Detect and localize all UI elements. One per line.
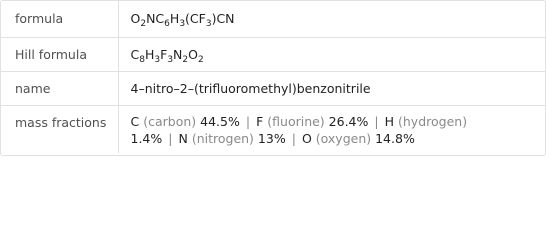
name-label: name xyxy=(1,71,118,105)
hill-formula-label: Hill formula xyxy=(1,37,118,71)
fraction-separator: | xyxy=(245,113,251,129)
fraction-carbon: C (carbon) 44.5% xyxy=(130,113,240,129)
row-name xyxy=(1,71,545,105)
formula-value: $O_2NC_6H_3(CF_3)CN$ xyxy=(130,11,235,30)
fraction-hydrogen: H (hydrogen) 1.4% xyxy=(130,113,468,146)
fraction-separator: | xyxy=(374,113,379,129)
properties-table xyxy=(1,1,545,153)
fraction-nitrogen: N (nitrogen) 13% xyxy=(178,130,286,146)
fraction-fluorine: F (fluorine) 26.4% xyxy=(256,113,369,129)
row-mass-fractions xyxy=(1,105,545,153)
row-formula xyxy=(1,1,545,37)
hill-formula-value: $C_8H_3F_3N_2O_2$ xyxy=(130,46,204,65)
row-hill-formula xyxy=(1,37,545,71)
mass-fractions-label: mass fractions xyxy=(1,105,118,153)
fraction-separator: | xyxy=(168,130,173,146)
formula-label: formula xyxy=(1,1,118,37)
mass-fractions-value xyxy=(118,105,545,153)
fraction-separator: | xyxy=(291,130,296,146)
fraction-oxygen: O (oxygen) 14.8% xyxy=(301,130,415,146)
name-value: 4–nitro–2–(trifluoromethyl)benzonitrile xyxy=(130,80,371,96)
